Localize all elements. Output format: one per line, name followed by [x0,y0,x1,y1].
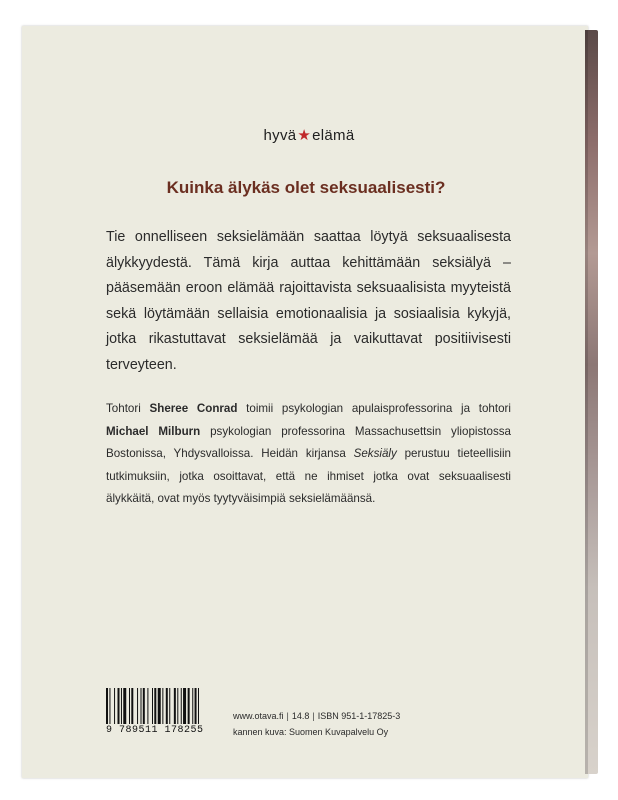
book-title: Seksiäly [353,447,397,460]
author-bio [106,398,511,511]
barcode-icon [106,688,226,724]
publisher-info: www.otava.fi | 14.8 | ISBN 951-1-17825-3 kannen kuva: Suomen Kuvapalvelu Oy [233,708,400,740]
star-icon: ★ [297,127,312,144]
website: www.otava.fi [233,711,284,721]
cover-credit: kannen kuva: Suomen Kuvapalvelu Oy [233,727,389,737]
bio-text: psykologian professorina Massachusettsin yliopistossa Bostonissa, Yhdysvalloissa. Heidän kirjansa [106,424,511,460]
lead-paragraph [106,225,511,378]
isbn-barcode [106,688,226,736]
bio-text: toimii psykologian apulaisprofessorina ja tohtori [237,402,511,415]
logo-text-right: elämä [312,127,355,144]
author-name: Michael Milburn [106,424,201,438]
logo-text-left: hyvä [263,127,297,144]
bio-text: Tohtori [106,402,150,415]
headline: Kuinka älykäs olet seksuaalisesti? [166,178,446,197]
publisher-series-logo [0,126,618,144]
isbn: ISBN 951-1-17825-3 [317,711,401,721]
lead-text: Tie onnelliseen seksielämään saattaa löytyä seksuaalisesta älykkyydestä. Tämä kirja auttaa kehittämään seksiälyä – pääsemään eroon elämää rajoittavista seksuaalisista myyteistä sekä löytämään sellaisia emotionaalisia ja sosiaalisia kykyjä, jotka rikastuttavat seksielämää ja vaikuttavat positiivisesti terveyteen. [106,229,511,373]
bio-text: perustuu tieteellisiin tutkimuksiin, jotka osoittavat, että ne ihmiset jotka ovat seksuaalisesti älykkäitä, ovat myös tyytyväisimpiä seksielämäänsä. [106,447,512,505]
classification: 14.8 [291,711,310,721]
barcode-number: 9 789511 178255 [106,725,204,736]
author-name: Sheree Conrad [149,402,238,415]
